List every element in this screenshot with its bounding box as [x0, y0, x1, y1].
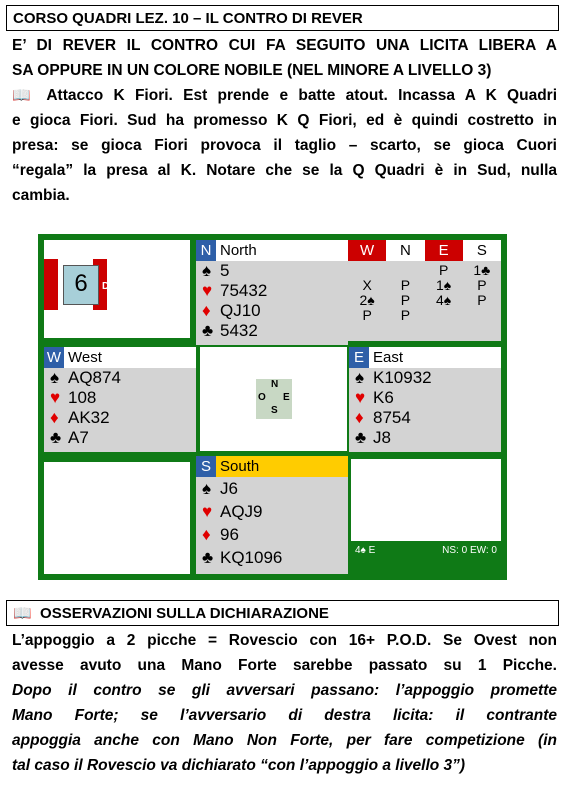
intro-line-7: cambia. — [12, 187, 70, 204]
north-spades — [196, 261, 348, 281]
heart-icon: ♥ — [355, 388, 366, 407]
bid: P — [438, 262, 449, 278]
club-icon: ♣ — [355, 428, 367, 447]
score-label: NS: 0 EW: 0 — [442, 545, 497, 556]
bid: 4♠ — [436, 292, 452, 308]
north-diamonds — [196, 301, 348, 321]
auction-header — [348, 240, 501, 261]
east-hearts — [349, 388, 501, 408]
north-caption — [196, 240, 348, 261]
south-spades — [196, 477, 348, 500]
result-bar — [351, 543, 501, 558]
north-diamonds-cards: QJ10 — [220, 301, 261, 320]
south-diamonds — [196, 523, 348, 546]
board-number: 6 — [63, 265, 99, 305]
obs-line-3: Dopo il contro se gli avversari passano: l’appoggio promette — [12, 682, 557, 699]
bid: 1♠ — [436, 277, 452, 293]
west-diamonds-cards: AK32 — [68, 408, 110, 427]
east-clubs-cards: J8 — [373, 428, 391, 447]
intro-line-2: SA OPPURE IN UN COLORE NOBILE (NEL MINORE A LIVELLO 3) — [12, 62, 492, 79]
intro-line-4: e gioca Fiori. Sud ha promesso K Q Fiori, ed è quindi costretto in — [12, 112, 557, 129]
diamond-icon: ♦ — [202, 525, 211, 544]
east-hearts-cards: K6 — [373, 388, 394, 407]
east-name: East — [373, 349, 404, 366]
west-name: West — [68, 349, 102, 366]
contract-label: 4♠ E — [355, 545, 376, 556]
vulnerability-indicator — [44, 259, 108, 310]
south-name: South — [220, 458, 260, 475]
south-hand — [196, 456, 348, 574]
auction-header-west: W — [348, 240, 386, 261]
obs-line-2: avesse avuto una Mano Forte sarebbe passato su 1 Picche. — [12, 657, 557, 674]
west-spades-cards: AQ874 — [68, 368, 121, 387]
bid: X — [362, 277, 372, 293]
bid — [348, 263, 386, 278]
west-clubs-cards: A7 — [68, 428, 89, 447]
compass-n: N — [271, 379, 279, 390]
auction-header-east: E — [425, 240, 463, 261]
bid — [425, 308, 463, 323]
observations-paragraph — [12, 628, 557, 778]
west-hearts-cards: 108 — [68, 388, 97, 407]
heart-icon: ♥ — [50, 388, 61, 407]
west-caption — [44, 347, 196, 368]
east-clubs — [349, 428, 501, 448]
south-clubs-cards: KQ1096 — [220, 548, 283, 567]
lesson-title-text: CORSO QUADRI LEZ. 10 – IL CONTRO DI REVER — [13, 10, 363, 27]
auction-table — [348, 240, 501, 341]
east-diamonds-cards: 8754 — [373, 408, 411, 427]
diamond-icon: ♦ — [50, 408, 59, 427]
east-spades — [349, 368, 501, 388]
obs-line-1: L’appoggio a 2 picche = Rovescio con 16+ P.O.D. Se Ovest non — [12, 632, 557, 649]
spade-icon: ♠ — [50, 368, 60, 387]
board-number-panel — [44, 240, 190, 338]
auction-header-north: N — [386, 240, 424, 261]
auction-bids — [348, 261, 501, 323]
bid — [463, 308, 501, 323]
auction-header-south: S — [463, 240, 501, 261]
intro-line-3-text: Attacco K Fiori. Est prende e batte atout. Incassa A K Quadri — [46, 87, 557, 104]
south-hearts — [196, 500, 348, 523]
compass-o: O — [258, 392, 266, 403]
obs-line-6: tal caso il Rovescio va dichiarato “con l’appoggio a livello 3”) — [12, 757, 466, 774]
east-seat-badge: E — [349, 347, 369, 368]
south-clubs — [196, 546, 348, 569]
north-hearts — [196, 281, 348, 301]
bid: P — [400, 307, 411, 323]
lesson-title — [6, 5, 559, 31]
spade-icon: ♠ — [202, 261, 212, 280]
empty-panel-southwest — [44, 462, 190, 574]
south-spades-cards: J6 — [220, 479, 238, 498]
empty-panel-southeast — [351, 459, 501, 541]
bid: 1♣ — [473, 262, 491, 278]
club-icon: ♣ — [50, 428, 62, 447]
intro-paragraph — [12, 33, 557, 208]
west-spades — [44, 368, 196, 388]
club-icon: ♣ — [202, 321, 214, 340]
intro-line-3 — [12, 83, 557, 108]
north-hand — [196, 240, 348, 345]
west-hearts — [44, 388, 196, 408]
spade-icon: ♠ — [355, 368, 365, 387]
south-diamonds-cards: 96 — [220, 525, 239, 544]
table-center — [200, 347, 347, 451]
east-caption — [349, 347, 501, 368]
west-hand — [44, 347, 196, 452]
heart-icon: ♥ — [202, 502, 213, 521]
south-caption — [196, 456, 348, 477]
east-hand — [349, 347, 501, 452]
compass-s: S — [271, 405, 278, 416]
compass-e: E — [283, 392, 290, 403]
north-name: North — [220, 242, 257, 259]
diamond-icon: ♦ — [202, 301, 211, 320]
north-spades-cards: 5 — [220, 261, 230, 280]
bid: P — [362, 307, 372, 323]
book-icon: 📖 — [13, 605, 32, 622]
north-hearts-cards: 75432 — [220, 281, 268, 300]
club-icon: ♣ — [202, 548, 214, 567]
diamond-icon: ♦ — [355, 408, 364, 427]
vulnerable-bar-left — [44, 259, 58, 310]
south-seat-badge: S — [196, 456, 216, 477]
west-diamonds — [44, 408, 196, 428]
west-clubs — [44, 428, 196, 448]
obs-line-4: Mano Forte; se l’avversario di destra licita: il contrante — [12, 707, 557, 724]
north-clubs-cards: 5432 — [220, 321, 258, 340]
south-hearts-cards: AQJ9 — [220, 502, 263, 521]
east-diamonds — [349, 408, 501, 428]
heart-icon: ♥ — [202, 281, 213, 300]
bid — [386, 263, 424, 278]
bid: P — [400, 277, 411, 293]
spade-icon: ♠ — [202, 479, 212, 498]
north-clubs — [196, 321, 348, 341]
intro-line-6: “regala” la presa al K. Notare che se la Q Quadri è in Sud, nulla — [12, 162, 557, 179]
book-icon: 📖 — [12, 87, 37, 104]
north-seat-badge: N — [196, 240, 216, 261]
bridge-deal-diagram — [38, 234, 507, 580]
dealer-marker: D — [102, 281, 110, 292]
west-seat-badge: W — [44, 347, 64, 368]
intro-line-1: E’ DI REVER IL CONTRO CUI FA SEGUITO UNA LICITA LIBERA A — [12, 37, 557, 54]
east-spades-cards: K10932 — [373, 368, 432, 387]
bid: P — [400, 292, 411, 308]
intro-line-5: presa: se gioca Fiori provoca il taglio – scarto, se gioca Cuori — [12, 137, 557, 154]
observations-title-text: OSSERVAZIONI SULLA DICHIARAZIONE — [40, 605, 329, 622]
bid: P — [477, 292, 487, 308]
bid: P — [477, 277, 487, 293]
bid: 2♠ — [359, 292, 375, 308]
compass-icon — [256, 379, 292, 419]
observations-title — [6, 600, 559, 626]
obs-line-5: appoggia anche con Mano Non Forte, per fare competizione (in — [12, 732, 557, 749]
